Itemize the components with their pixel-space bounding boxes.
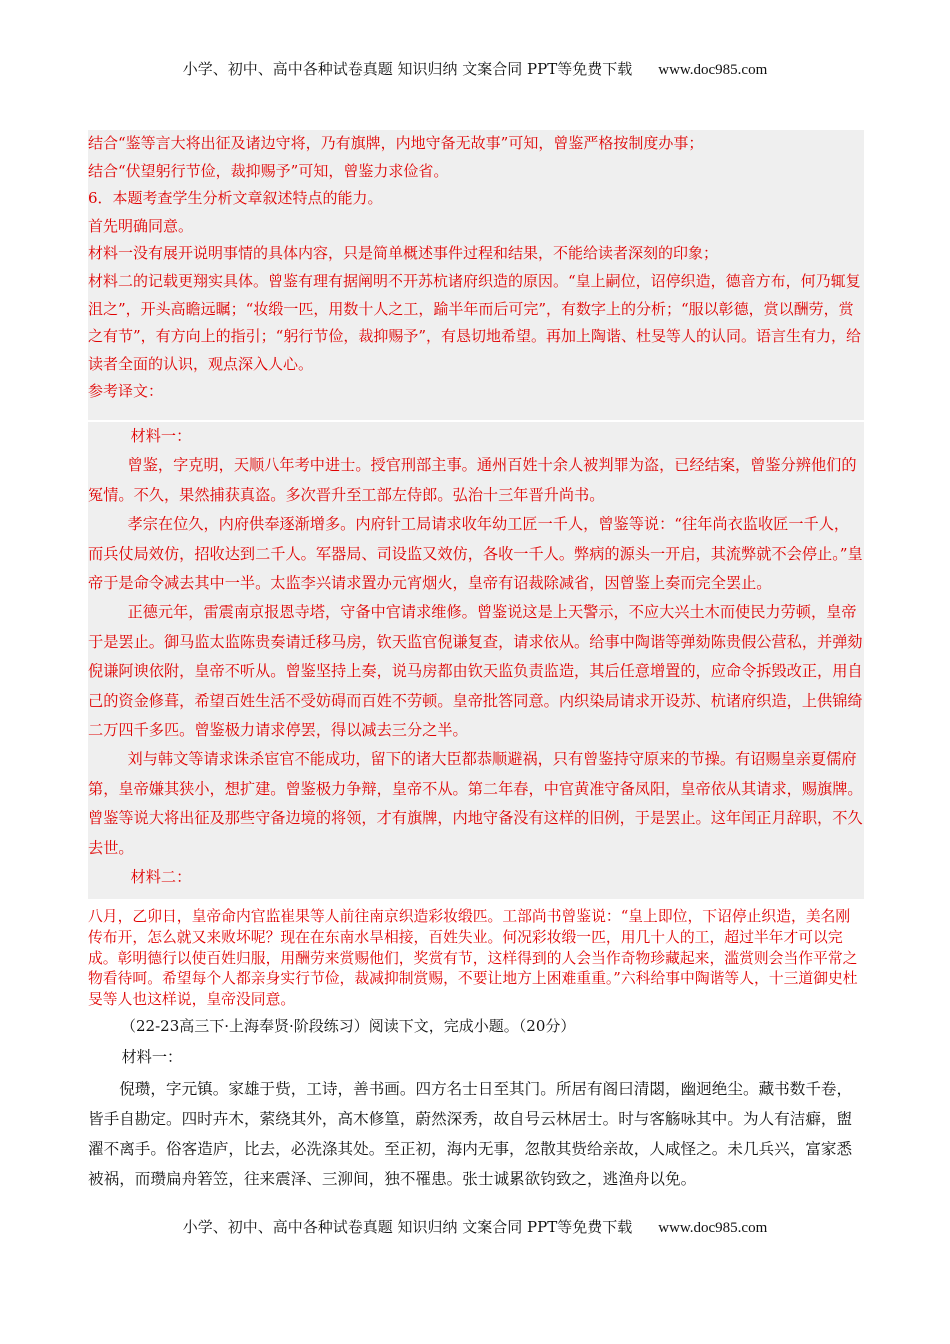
material-two-title: 材料二： bbox=[130, 868, 192, 887]
answer-line: 参考译文： bbox=[88, 382, 164, 401]
header-url[interactable]: www.doc985.com bbox=[658, 62, 768, 78]
footer-text: 小学、初中、高中各种试卷真题 知识归纳 文案合同 PPT等免费下载 bbox=[182, 1218, 633, 1236]
answer-line: 结合“鉴等言大将出征及诸边守将，乃有旗牌，内地守备无故事”可知，曾鉴严格按制度办事； bbox=[88, 134, 704, 152]
answer-line: 材料二的记载更翔实具体。曾鉴有理有据阐明不开苏杭诸府织造的原因。“皇上嗣位，诏停织造，德音方布，何乃辄复沮之”，开头高瞻远瞩；“妆缎一匹，用数十人之工，踰半年而后可完”，有数字上的分析；“服以彰德，赏以酬劳，赏之有节”，有方向上的指引；“躬行节俭，裁抑赐予”，有恳切地希望。再加上陶谐、杜旻等人的认同。语言生有力，给读者全面的认识，观点深入人心。 bbox=[88, 271, 862, 373]
answer-line: 6．本题考查学生分析文章叙述特点的能力。 bbox=[88, 189, 383, 208]
answer-line: 材料一没有展开说明事情的具体内容，只是简单概述事件过程和结果，不能给读者深刻的印象； bbox=[88, 244, 719, 263]
page-header bbox=[0, 58, 950, 79]
footer-url[interactable]: www.doc985.com bbox=[658, 1220, 768, 1236]
question-material-title: 材料一： bbox=[121, 1048, 183, 1066]
question-passage: 倪瓒，字元镇。家雄于赀，工诗，善书画。四方名士日至其门。所居有阁曰清閟，幽迥绝尘。藏书数千卷，皆手自勘定。四时卉木，萦绕其外，高木修篁，蔚然深秀，故自号云林居士。时与客觞咏其中。为人有洁癖，盥濯不离手。俗客造庐，比去，必洗涤其处。至正初，海内无事，忽散其赀给亲故，人咸怪之。未几兵兴，富家悉被祸，而瓒扁舟箬笠，往来震泽、三泖间，独不罹患。张士诚累欲钧致之，逃渔舟以免。 bbox=[88, 1080, 853, 1188]
translation-paragraph: 曾鉴，字克明，天顺八年考中进士。授官刑部主事。通州百姓十余人被判罪为盗，已经结案，曾鉴分辨他们的冤情。不久，果然捕获真盗。多次晋升至工部左侍郎。弘治十三年晋升尚书。 bbox=[88, 456, 857, 504]
answer-line: 结合“伏望躬行节俭，裁抑赐予”可知，曾鉴力求俭省。 bbox=[88, 161, 449, 180]
translation-section bbox=[88, 422, 864, 899]
translation-paragraph: 孝宗在位久，内府供奉逐渐增多。内府针工局请求收年幼工匠一千人，曾鉴等说：“往年尚衣监收匠一千人，而兵仗局效仿，招收达到二千人。军器局、司设监又效仿，各收一千人。弊病的源头一开启，其流弊就不会停止。”皇帝于是命令减去其中一半。太监李兴请求置办元宵烟火，皇帝有诏裁除减省，因曾鉴上奏而完全罢止。 bbox=[88, 515, 863, 593]
header-text: 小学、初中、高中各种试卷真题 知识归纳 文案合同 PPT等免费下载 bbox=[182, 60, 633, 78]
page-footer bbox=[0, 1216, 950, 1237]
translation-paragraph: 正德元年，雷震南京报恩寺塔，守备中官请求维修。曾鉴说这是上天警示，不应大兴土木而使民力劳顿，皇帝于是罢止。御马监太监陈贵奏请迁移马房，钦天监官倪谦复查，请求依从。给事中陶谐等弹劾陈贵假公营私，并弹劾倪谦阿谀依附，皇帝不听从。曾鉴坚持上奏，说马房都由钦天监负责监造，其后任意增置的，应命令拆毁改正，用自己的资金修葺，希望百姓生活不受妨碍而百姓不劳顿。皇帝批答同意。内织染局请求开设苏、杭诸府织造，上供锦绮二万四千多匹。曾鉴极力请求停罢，得以减去三分之半。 bbox=[88, 603, 863, 740]
translation-paragraph: 刘与韩文等请求诛杀宦官不能成功，留下的诸大臣都恭顺避祸，只有曾鉴持守原来的节操。有诏赐皇亲夏儒府第，皇帝嫌其狭小，想扩建。曾鉴极力争辩，皇帝不从。第二年春，中官黄准守备凤阳，皇帝依从其请求，赐旗牌。曾鉴等说大将出征及那些守备边境的将领，才有旗牌，内地守备没有这样的旧例，于是罢止。这年闰正月辞职，不久去世。 bbox=[88, 750, 863, 857]
question-intro: （22-23高三下·上海奉贤·阶段练习）阅读下文，完成小题。（20分） bbox=[121, 1017, 576, 1035]
material-two-text: 八月，乙卯日，皇帝命内官监崔果等人前往南京织造彩妆缎匹。工部尚书曾鉴说：“皇上即位，下诏停止织造，美名刚传布开，怎么就又来败坏呢？现在在东南水旱相接，百姓失业。何况彩妆缎一匹，用几十人的工，超过半年才可以完成。彰明德行以使百姓归服，用酬劳来赏赐他们，奖赏有节，这样得到的人会当作奇物珍藏起来，滥赏则会当作平常之物看待呵。希望每个人都亲身实行节俭，裁减抑制赏赐，不要让地方上困难重重。”六科给事中陶谐等人，十三道御史杜旻等人也这样说，皇帝没同意。 bbox=[88, 908, 858, 1009]
answer-line: 首先明确同意。 bbox=[88, 216, 194, 235]
next-question bbox=[88, 1014, 864, 1194]
material-two-translation bbox=[88, 907, 864, 1011]
answer-section bbox=[88, 130, 864, 420]
material-one-title: 材料一： bbox=[130, 427, 192, 445]
